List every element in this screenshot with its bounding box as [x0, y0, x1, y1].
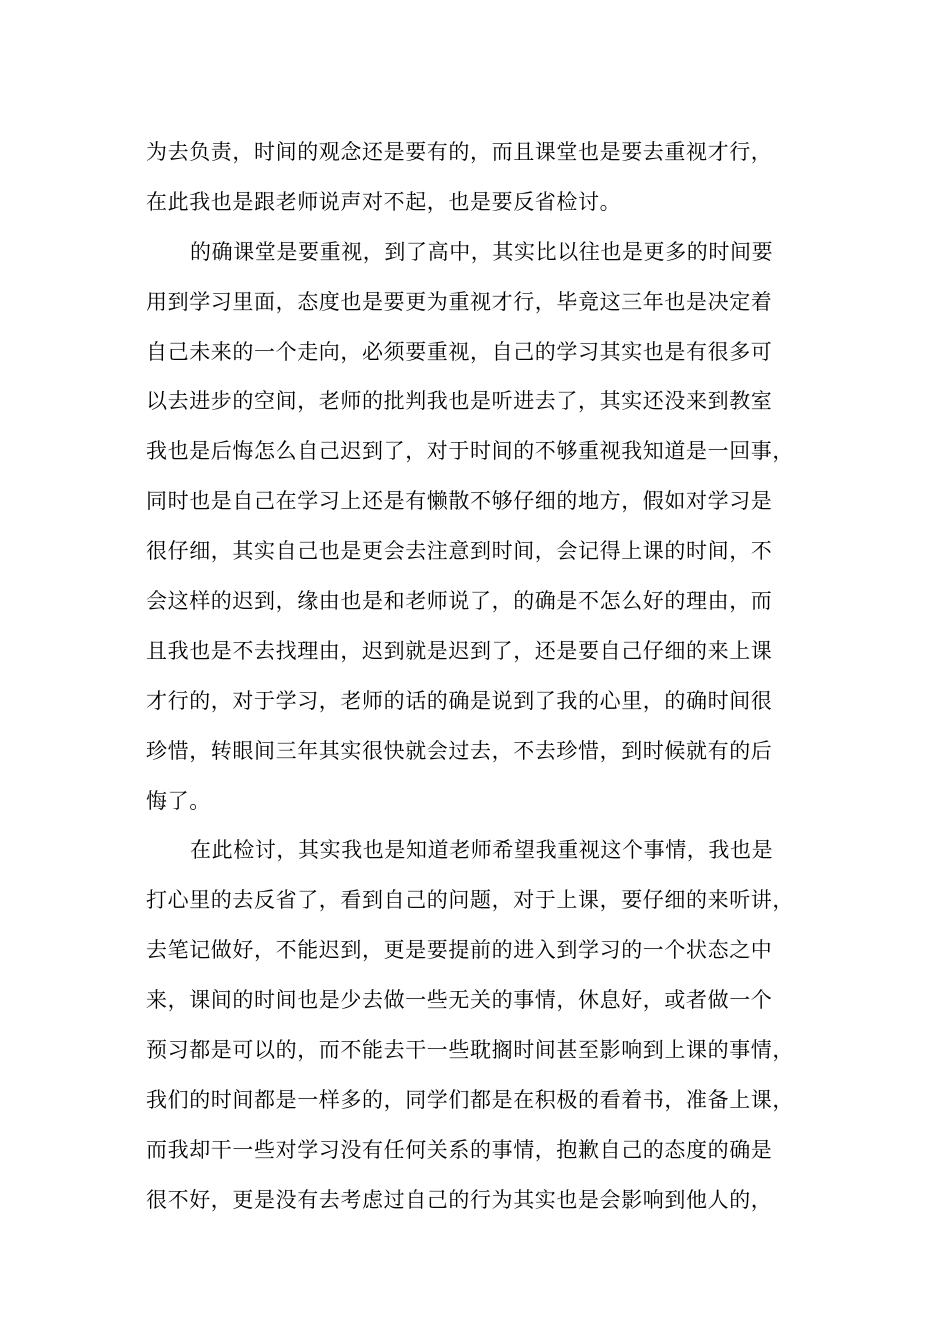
text-line: 用到学习里面，态度也是要更为重视才行，毕竟这三年也是决定着 — [146, 289, 773, 314]
text-line: 很不好，更是没有去考虑过自己的行为其实也是会影响到他人的， — [146, 1187, 773, 1212]
text-line: 珍惜，转眼间三年其实很快就会过去，不去珍惜，到时候就有的后 — [146, 738, 773, 763]
text-line: 同时也是自己在学习上还是有懒散不够仔细的地方，假如对学习是 — [146, 489, 773, 514]
text-line: 在此我也是跟老师说声对不起，也是要反省检讨。 — [146, 189, 622, 214]
text-line: 且我也是不去找理由，迟到就是迟到了，还是要自己仔细的来上课 — [146, 638, 773, 663]
paragraph-first-line: 的确课堂是要重视，到了高中，其实比以往也是更多的时间要 — [190, 239, 774, 264]
text-line: 打心里的去反省了，看到自己的问题，对于上课，要仔细的来听讲， — [146, 888, 794, 913]
text-line: 自己未来的一个走向，必须要重视，自己的学习其实也是有很多可 — [146, 339, 773, 364]
text-line: 来，课间的时间也是少去做一些无关的事情，休息好，或者做一个 — [146, 988, 773, 1013]
paragraph-first-line: 在此检讨，其实我也是知道老师希望我重视这个事情，我也是 — [190, 838, 774, 863]
text-line: 很仔细，其实自己也是更会去注意到时间，会记得上课的时间，不 — [146, 539, 773, 564]
document-body-text — [146, 128, 836, 1226]
text-line: 才行的，对于学习，老师的话的确是说到了我的心里，的确时间很 — [146, 688, 773, 713]
text-line: 以去进步的空间，老师的批判我也是听进去了，其实还没来到教室 — [146, 389, 773, 414]
text-line: 去笔记做好，不能迟到，更是要提前的进入到学习的一个状态之中 — [146, 938, 773, 963]
text-line: 为去负责，时间的观念还是要有的，而且课堂也是要去重视才行， — [146, 140, 773, 164]
text-line: 悔了。 — [146, 788, 211, 813]
text-line: 会这样的迟到，缘由也是和老师说了，的确是不怎么好的理由，而 — [146, 589, 773, 614]
text-line: 预习都是可以的，而不能去干一些耽搁时间甚至影响到上课的事情， — [146, 1038, 794, 1063]
text-line: 我们的时间都是一样多的，同学们都是在积极的看着书，准备上课， — [146, 1087, 794, 1112]
text-line: 而我却干一些对学习没有任何关系的事情，抱歉自己的态度的确是 — [146, 1137, 773, 1162]
text-line: 我也是后悔怎么自己迟到了，对于时间的不够重视我知道是一回事， — [146, 439, 794, 464]
